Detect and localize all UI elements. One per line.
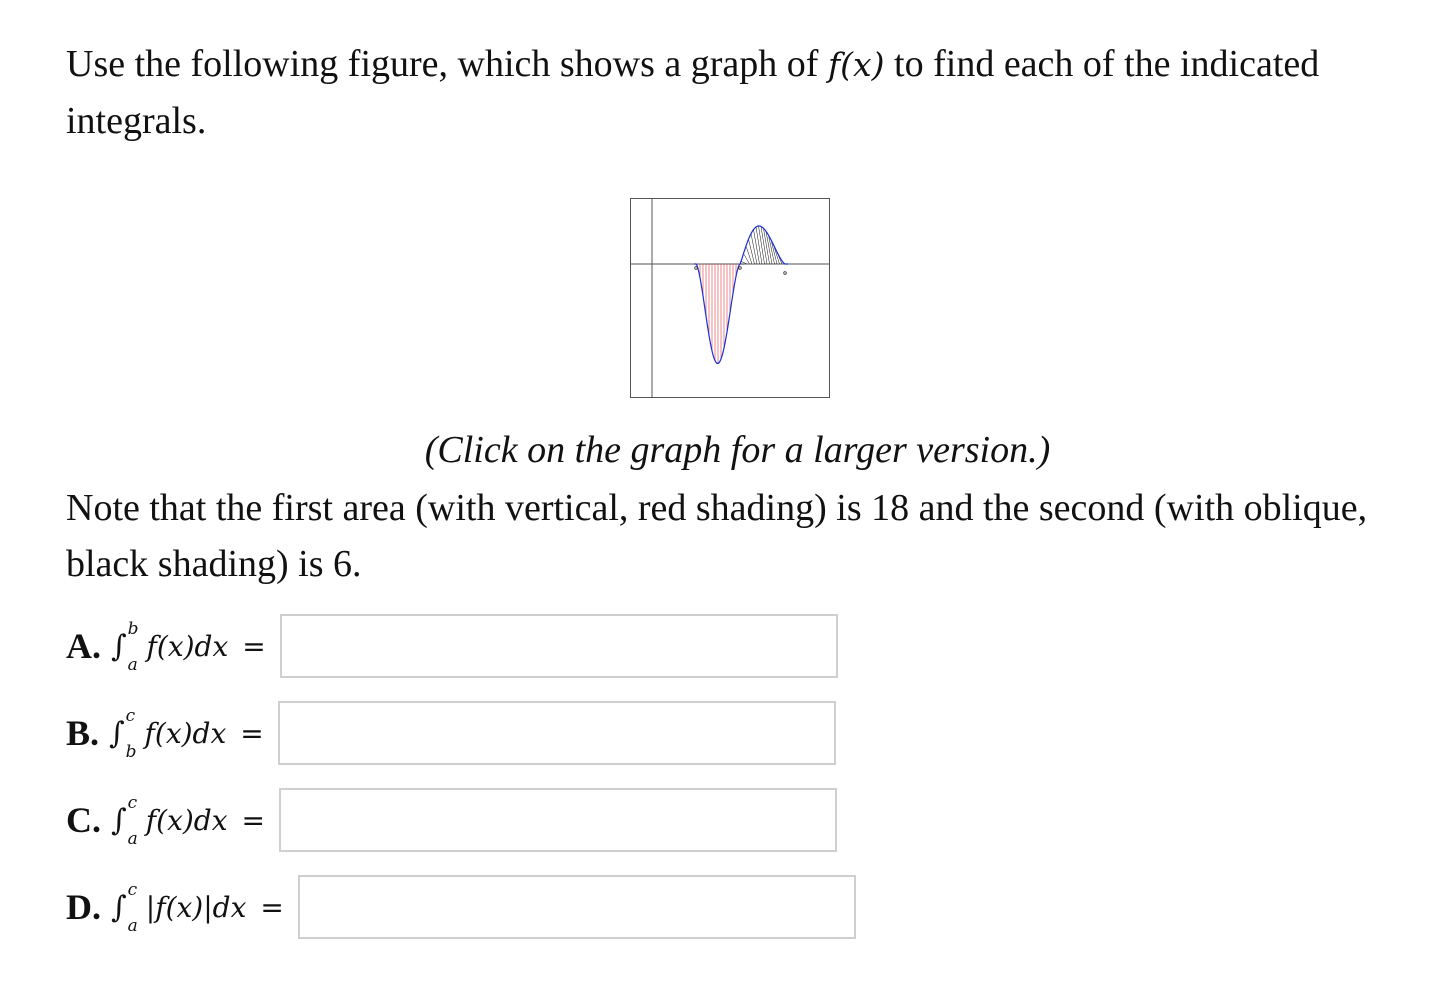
question-letter: D. [66, 887, 101, 927]
problem-statement [66, 36, 1416, 149]
function-arg: (x) [840, 45, 885, 84]
problem-text-before: Use the following figure, which shows a graph of [66, 43, 828, 85]
question-letter: A. [66, 626, 101, 666]
problem-text-after: to find each of the indicated integrals. [66, 43, 1320, 142]
integrand: f(x)dx [145, 803, 228, 837]
integral-sign: ∫ [111, 628, 127, 664]
upper-limit: c [125, 706, 136, 726]
graph-caption: (Click on the graph for a larger version.) [424, 429, 1051, 471]
integral-expression [111, 619, 280, 675]
integrand: f(x)dx [144, 716, 227, 750]
integrand: f(x)dx [146, 629, 229, 663]
upper-limit: c [127, 880, 138, 900]
integral-expression [109, 706, 278, 762]
graph-thumbnail[interactable] [630, 198, 830, 398]
answer-input-b[interactable] [278, 701, 836, 765]
equals-sign: = [241, 803, 265, 837]
graph-thumbnail-link[interactable] [630, 198, 830, 398]
integral-expression [111, 793, 279, 849]
integral-sign: ∫ [111, 802, 127, 838]
lower-limit: b [125, 742, 137, 762]
upper-limit: b [127, 619, 139, 639]
equals-sign: = [240, 716, 264, 750]
function-name: f [827, 45, 841, 84]
upper-limit: c [127, 793, 138, 813]
note-text: Note that the first area (with vertical, red shading) is 18 and the second (with oblique, black shading) is 6. [66, 487, 1368, 585]
question-a [66, 614, 838, 678]
integral-expression [111, 880, 298, 936]
equals-sign: = [242, 629, 266, 663]
question-b [66, 701, 836, 765]
question-letter: C. [66, 800, 101, 840]
question-letter: B. [66, 713, 100, 753]
integrand: |f(x)|dx [145, 890, 247, 924]
integral-sign: ∫ [111, 889, 127, 925]
lower-limit: a [127, 829, 138, 849]
question-c [66, 788, 837, 852]
answer-input-c[interactable] [279, 788, 837, 852]
integral-sign: ∫ [109, 715, 125, 751]
equals-sign: = [260, 890, 284, 924]
answer-input-d[interactable] [298, 875, 856, 939]
question-d [66, 875, 856, 939]
lower-limit: a [127, 655, 138, 675]
answer-input-a[interactable] [280, 614, 838, 678]
lower-limit: a [127, 916, 138, 936]
